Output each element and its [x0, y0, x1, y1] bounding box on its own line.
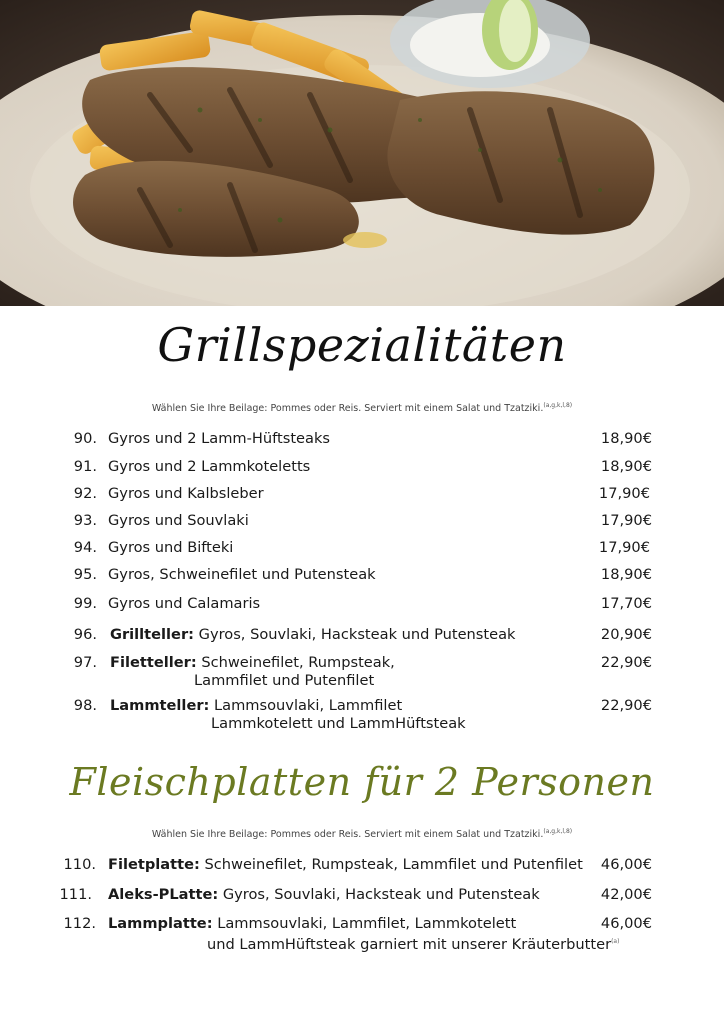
item-number: 95. — [73, 566, 97, 583]
section-title-platters: Fleischplatten für 2 Personen — [69, 760, 655, 804]
item-name: Lammteller: Lammsouvlaki, Lammfilet Lammkotelett und LammHüftsteak — [110, 697, 466, 732]
item-name: Lammplatte: Lammsouvlaki, Lammfilet, Lammkotelett und LammHüftsteak garniert mit unserer Kräuterbutter$^{(a)}$ — [108, 915, 620, 953]
item-category: Filetteller: — [110, 654, 197, 671]
item-number: 99. — [73, 595, 97, 612]
item-category: Grillteller: — [110, 626, 194, 643]
item-name: Aleks-PLatte: Gyros, Souvlaki, Hacksteak und Putensteak — [108, 886, 540, 903]
item-number: 110. — [63, 856, 96, 873]
item-number: 93. — [73, 512, 97, 529]
item-name: Filetplatte: Schweinefilet, Rumpsteak, Lammfilet und Putenfilet — [108, 856, 583, 873]
side-dish-note: Wählen Sie Ihre Beilage: Pommes oder Reis. Serviert mit einem Salat und Tzatziki.$^{(a,g,k,l,8)}$ — [151, 402, 573, 415]
item-price: 22,90€ — [600, 654, 652, 671]
item-name: Gyros und Souvlaki — [108, 512, 249, 529]
item-price: 18,90€ — [600, 430, 652, 447]
item-price: 17,90€ — [598, 485, 650, 502]
item-price: 17,90€ — [600, 512, 652, 529]
item-number: 92. — [73, 485, 97, 502]
item-number: 90. — [73, 430, 97, 447]
item-price: 18,90€ — [600, 458, 652, 475]
item-name: Filetteller: Schweinefilet, Rumpsteak, Lammfilet und Putenfilet — [110, 654, 395, 689]
item-category: Filetplatte: — [108, 856, 200, 873]
item-name: Gyros, Schweinefilet und Putensteak — [108, 566, 376, 583]
item-number: 111. — [59, 886, 92, 903]
item-price: 22,90€ — [600, 697, 652, 714]
item-category: Lammteller: — [110, 697, 210, 714]
item-category: Aleks-PLatte: — [108, 886, 219, 903]
item-name: Gyros und Calamaris — [108, 595, 261, 612]
item-category: Lammplatte: — [108, 915, 213, 932]
item-price: 20,90€ — [600, 626, 652, 643]
item-name: Gyros und 2 Lammkoteletts — [108, 458, 311, 475]
item-number: 91. — [73, 458, 97, 475]
item-number: 112. — [63, 915, 96, 932]
side-dish-note: Wählen Sie Ihre Beilage: Pommes oder Reis. Serviert mit einem Salat und Tzatziki.$^{(a,g,k,l,8)}$ — [151, 828, 573, 841]
section-title-grill: Grillspezialitäten — [157, 318, 567, 372]
item-price: 17,70€ — [600, 595, 652, 612]
item-price: 18,90€ — [600, 566, 652, 583]
item-number: 94. — [73, 539, 97, 556]
item-number: 98. — [73, 697, 97, 714]
grilled-meat-photo — [0, 0, 724, 306]
item-number: 96. — [73, 626, 97, 643]
item-price: 46,00€ — [600, 856, 652, 873]
item-name: Gyros und Bifteki — [108, 539, 234, 556]
hero-photo — [0, 0, 724, 306]
item-price: 17,90€ — [598, 539, 650, 556]
item-name: Gyros und 2 Lamm-Hüftsteaks — [108, 430, 331, 447]
item-number: 97. — [73, 654, 97, 671]
item-name: Gyros und Kalbsleber — [108, 485, 264, 502]
item-price: 42,00€ — [600, 886, 652, 903]
item-price: 46,00€ — [600, 915, 652, 932]
item-name: Grillteller: Gyros, Souvlaki, Hacksteak und Putensteak — [110, 626, 516, 643]
